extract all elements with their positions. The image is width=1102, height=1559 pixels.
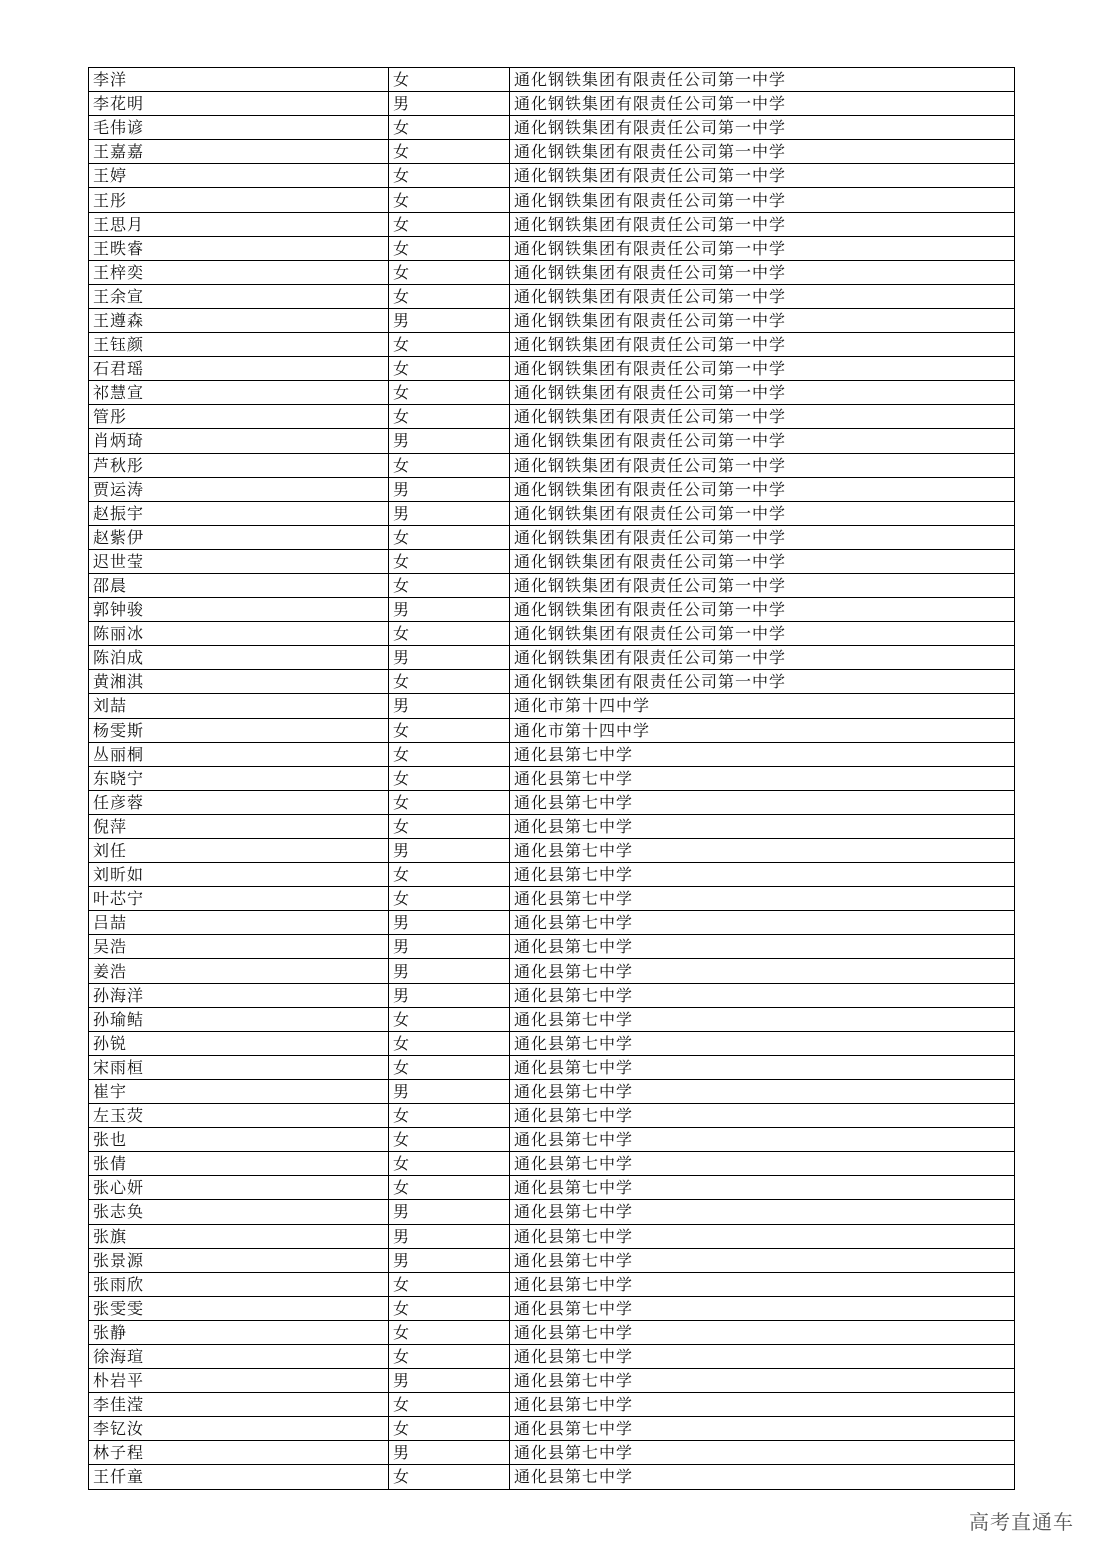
name-cell: 徐海瑄 bbox=[89, 1344, 389, 1368]
table-row bbox=[89, 1176, 1015, 1200]
name-cell: 陈丽冰 bbox=[89, 622, 389, 646]
name-cell: 王仟童 bbox=[89, 1465, 389, 1489]
name-cell: 孙海洋 bbox=[89, 983, 389, 1007]
table-row bbox=[89, 429, 1015, 453]
table-row bbox=[89, 1152, 1015, 1176]
school-cell: 通化县第七中学 bbox=[510, 1128, 1015, 1152]
school-cell: 通化钢铁集团有限责任公司第一中学 bbox=[510, 308, 1015, 332]
name-cell: 张景源 bbox=[89, 1248, 389, 1272]
school-cell: 通化县第七中学 bbox=[510, 1007, 1015, 1031]
name-cell: 邵晨 bbox=[89, 573, 389, 597]
name-cell: 宋雨桓 bbox=[89, 1055, 389, 1079]
gender-cell: 女 bbox=[389, 1417, 510, 1441]
name-cell: 李钇汝 bbox=[89, 1417, 389, 1441]
table-row bbox=[89, 308, 1015, 332]
table-row bbox=[89, 1369, 1015, 1393]
name-cell: 朴岩平 bbox=[89, 1369, 389, 1393]
name-cell: 叶芯宁 bbox=[89, 887, 389, 911]
school-cell: 通化钢铁集团有限责任公司第一中学 bbox=[510, 140, 1015, 164]
table-row bbox=[89, 68, 1015, 92]
name-cell: 李花明 bbox=[89, 92, 389, 116]
name-cell: 刘任 bbox=[89, 839, 389, 863]
gender-cell: 女 bbox=[389, 863, 510, 887]
gender-cell: 女 bbox=[389, 525, 510, 549]
gender-cell: 男 bbox=[389, 308, 510, 332]
name-cell: 张雨欣 bbox=[89, 1272, 389, 1296]
name-cell: 孙瑜鲒 bbox=[89, 1007, 389, 1031]
school-cell: 通化县第七中学 bbox=[510, 1224, 1015, 1248]
school-cell: 通化县第七中学 bbox=[510, 1055, 1015, 1079]
gender-cell: 女 bbox=[389, 1320, 510, 1344]
gender-cell: 男 bbox=[389, 429, 510, 453]
school-cell: 通化钢铁集团有限责任公司第一中学 bbox=[510, 573, 1015, 597]
table-row bbox=[89, 622, 1015, 646]
gender-cell: 女 bbox=[389, 140, 510, 164]
school-cell: 通化县第七中学 bbox=[510, 766, 1015, 790]
gender-cell: 女 bbox=[389, 236, 510, 260]
gender-cell: 女 bbox=[389, 116, 510, 140]
table-row bbox=[89, 718, 1015, 742]
name-cell: 王遵森 bbox=[89, 308, 389, 332]
gender-cell: 男 bbox=[389, 1441, 510, 1465]
name-cell: 林子程 bbox=[89, 1441, 389, 1465]
gender-cell: 女 bbox=[389, 405, 510, 429]
gender-cell: 女 bbox=[389, 1055, 510, 1079]
table-row bbox=[89, 1417, 1015, 1441]
gender-cell: 男 bbox=[389, 1369, 510, 1393]
name-cell: 迟世莹 bbox=[89, 549, 389, 573]
table-row bbox=[89, 1296, 1015, 1320]
table-row bbox=[89, 1079, 1015, 1103]
school-cell: 通化县第七中学 bbox=[510, 911, 1015, 935]
school-cell: 通化钢铁集团有限责任公司第一中学 bbox=[510, 236, 1015, 260]
gender-cell: 女 bbox=[389, 188, 510, 212]
school-cell: 通化钢铁集团有限责任公司第一中学 bbox=[510, 549, 1015, 573]
gender-cell: 女 bbox=[389, 284, 510, 308]
school-cell: 通化县第七中学 bbox=[510, 1152, 1015, 1176]
table-row bbox=[89, 1200, 1015, 1224]
name-cell: 赵紫伊 bbox=[89, 525, 389, 549]
gender-cell: 女 bbox=[389, 1296, 510, 1320]
table-row bbox=[89, 92, 1015, 116]
name-cell: 王彤 bbox=[89, 188, 389, 212]
table-row bbox=[89, 1031, 1015, 1055]
table-row bbox=[89, 140, 1015, 164]
school-cell: 通化县第七中学 bbox=[510, 1320, 1015, 1344]
table-row bbox=[89, 911, 1015, 935]
gender-cell: 女 bbox=[389, 1128, 510, 1152]
table-row bbox=[89, 1344, 1015, 1368]
table-row bbox=[89, 405, 1015, 429]
school-cell: 通化钢铁集团有限责任公司第一中学 bbox=[510, 116, 1015, 140]
school-cell: 通化钢铁集团有限责任公司第一中学 bbox=[510, 260, 1015, 284]
table-row bbox=[89, 477, 1015, 501]
school-cell: 通化钢铁集团有限责任公司第一中学 bbox=[510, 92, 1015, 116]
name-cell: 东晓宁 bbox=[89, 766, 389, 790]
name-cell: 张志奂 bbox=[89, 1200, 389, 1224]
gender-cell: 男 bbox=[389, 646, 510, 670]
school-cell: 通化钢铁集团有限责任公司第一中学 bbox=[510, 477, 1015, 501]
table-row bbox=[89, 236, 1015, 260]
watermark-text: 高考直通车 bbox=[969, 1510, 1074, 1534]
school-cell: 通化钢铁集团有限责任公司第一中学 bbox=[510, 525, 1015, 549]
school-cell: 通化县第七中学 bbox=[510, 742, 1015, 766]
table-row bbox=[89, 766, 1015, 790]
table-row bbox=[89, 1104, 1015, 1128]
name-cell: 张心妍 bbox=[89, 1176, 389, 1200]
school-cell: 通化钢铁集团有限责任公司第一中学 bbox=[510, 670, 1015, 694]
name-cell: 刘喆 bbox=[89, 694, 389, 718]
gender-cell: 女 bbox=[389, 622, 510, 646]
gender-cell: 女 bbox=[389, 68, 510, 92]
table-row bbox=[89, 1128, 1015, 1152]
school-cell: 通化县第七中学 bbox=[510, 1296, 1015, 1320]
table-row bbox=[89, 1272, 1015, 1296]
table-row bbox=[89, 863, 1015, 887]
table-row bbox=[89, 790, 1015, 814]
name-cell: 倪萍 bbox=[89, 814, 389, 838]
gender-cell: 女 bbox=[389, 1152, 510, 1176]
gender-cell: 女 bbox=[389, 1007, 510, 1031]
table-row bbox=[89, 116, 1015, 140]
school-cell: 通化县第七中学 bbox=[510, 839, 1015, 863]
school-cell: 通化钢铁集团有限责任公司第一中学 bbox=[510, 164, 1015, 188]
table-row bbox=[89, 1320, 1015, 1344]
table-row bbox=[89, 646, 1015, 670]
gender-cell: 女 bbox=[389, 790, 510, 814]
table-row bbox=[89, 670, 1015, 694]
name-cell: 左玉荧 bbox=[89, 1104, 389, 1128]
name-cell: 张静 bbox=[89, 1320, 389, 1344]
name-cell: 王思月 bbox=[89, 212, 389, 236]
school-cell: 通化县第七中学 bbox=[510, 1369, 1015, 1393]
name-cell: 孙锐 bbox=[89, 1031, 389, 1055]
gender-cell: 女 bbox=[389, 670, 510, 694]
gender-cell: 女 bbox=[389, 1031, 510, 1055]
school-cell: 通化市第十四中学 bbox=[510, 718, 1015, 742]
gender-cell: 女 bbox=[389, 573, 510, 597]
gender-cell: 女 bbox=[389, 742, 510, 766]
school-cell: 通化钢铁集团有限责任公司第一中学 bbox=[510, 429, 1015, 453]
table-row bbox=[89, 333, 1015, 357]
name-cell: 肖炳琦 bbox=[89, 429, 389, 453]
gender-cell: 男 bbox=[389, 959, 510, 983]
table-row bbox=[89, 381, 1015, 405]
name-cell: 张旗 bbox=[89, 1224, 389, 1248]
name-cell: 王昳睿 bbox=[89, 236, 389, 260]
gender-cell: 女 bbox=[389, 549, 510, 573]
gender-cell: 女 bbox=[389, 260, 510, 284]
gender-cell: 女 bbox=[389, 1393, 510, 1417]
school-cell: 通化县第七中学 bbox=[510, 1441, 1015, 1465]
name-cell: 毛伟谚 bbox=[89, 116, 389, 140]
school-cell: 通化县第七中学 bbox=[510, 1176, 1015, 1200]
gender-cell: 女 bbox=[389, 1176, 510, 1200]
table-row bbox=[89, 839, 1015, 863]
table-row bbox=[89, 453, 1015, 477]
table-row bbox=[89, 1393, 1015, 1417]
name-cell: 管彤 bbox=[89, 405, 389, 429]
gender-cell: 男 bbox=[389, 1200, 510, 1224]
gender-cell: 男 bbox=[389, 598, 510, 622]
name-cell: 张雯雯 bbox=[89, 1296, 389, 1320]
school-cell: 通化钢铁集团有限责任公司第一中学 bbox=[510, 357, 1015, 381]
roster-table bbox=[88, 67, 1015, 1490]
gender-cell: 男 bbox=[389, 1248, 510, 1272]
gender-cell: 男 bbox=[389, 92, 510, 116]
table-row bbox=[89, 983, 1015, 1007]
table-row bbox=[89, 887, 1015, 911]
gender-cell: 女 bbox=[389, 1465, 510, 1489]
school-cell: 通化县第七中学 bbox=[510, 1079, 1015, 1103]
name-cell: 张倩 bbox=[89, 1152, 389, 1176]
table-row bbox=[89, 694, 1015, 718]
name-cell: 刘昕如 bbox=[89, 863, 389, 887]
table-row bbox=[89, 188, 1015, 212]
school-cell: 通化县第七中学 bbox=[510, 1465, 1015, 1489]
name-cell: 杨雯斯 bbox=[89, 718, 389, 742]
table-row bbox=[89, 959, 1015, 983]
name-cell: 王婷 bbox=[89, 164, 389, 188]
gender-cell: 女 bbox=[389, 766, 510, 790]
name-cell: 郭钟骏 bbox=[89, 598, 389, 622]
roster-body bbox=[89, 68, 1015, 1490]
name-cell: 祁慧宣 bbox=[89, 381, 389, 405]
name-cell: 丛丽桐 bbox=[89, 742, 389, 766]
school-cell: 通化钢铁集团有限责任公司第一中学 bbox=[510, 405, 1015, 429]
table-row bbox=[89, 573, 1015, 597]
name-cell: 任彦蓉 bbox=[89, 790, 389, 814]
school-cell: 通化县第七中学 bbox=[510, 1031, 1015, 1055]
gender-cell: 女 bbox=[389, 1344, 510, 1368]
gender-cell: 女 bbox=[389, 1104, 510, 1128]
name-cell: 崔宇 bbox=[89, 1079, 389, 1103]
gender-cell: 男 bbox=[389, 1224, 510, 1248]
school-cell: 通化钢铁集团有限责任公司第一中学 bbox=[510, 68, 1015, 92]
gender-cell: 男 bbox=[389, 983, 510, 1007]
table-row bbox=[89, 935, 1015, 959]
school-cell: 通化县第七中学 bbox=[510, 1248, 1015, 1272]
name-cell: 陈泊成 bbox=[89, 646, 389, 670]
table-row bbox=[89, 1248, 1015, 1272]
school-cell: 通化县第七中学 bbox=[510, 1393, 1015, 1417]
school-cell: 通化市第十四中学 bbox=[510, 694, 1015, 718]
gender-cell: 男 bbox=[389, 1079, 510, 1103]
school-cell: 通化钢铁集团有限责任公司第一中学 bbox=[510, 501, 1015, 525]
table-row bbox=[89, 501, 1015, 525]
name-cell: 黄湘淇 bbox=[89, 670, 389, 694]
name-cell: 石君瑶 bbox=[89, 357, 389, 381]
school-cell: 通化县第七中学 bbox=[510, 1272, 1015, 1296]
school-cell: 通化县第七中学 bbox=[510, 1417, 1015, 1441]
table-row bbox=[89, 212, 1015, 236]
roster-sheet bbox=[88, 67, 1014, 1490]
school-cell: 通化钢铁集团有限责任公司第一中学 bbox=[510, 453, 1015, 477]
gender-cell: 女 bbox=[389, 887, 510, 911]
name-cell: 李佳滢 bbox=[89, 1393, 389, 1417]
gender-cell: 男 bbox=[389, 477, 510, 501]
table-row bbox=[89, 164, 1015, 188]
gender-cell: 男 bbox=[389, 935, 510, 959]
name-cell: 李洋 bbox=[89, 68, 389, 92]
gender-cell: 女 bbox=[389, 453, 510, 477]
gender-cell: 女 bbox=[389, 381, 510, 405]
school-cell: 通化县第七中学 bbox=[510, 983, 1015, 1007]
name-cell: 贾运涛 bbox=[89, 477, 389, 501]
school-cell: 通化钢铁集团有限责任公司第一中学 bbox=[510, 284, 1015, 308]
school-cell: 通化县第七中学 bbox=[510, 959, 1015, 983]
school-cell: 通化钢铁集团有限责任公司第一中学 bbox=[510, 212, 1015, 236]
table-row bbox=[89, 1224, 1015, 1248]
table-row bbox=[89, 284, 1015, 308]
table-row bbox=[89, 260, 1015, 284]
gender-cell: 女 bbox=[389, 1272, 510, 1296]
table-row bbox=[89, 357, 1015, 381]
name-cell: 王钰颜 bbox=[89, 333, 389, 357]
gender-cell: 男 bbox=[389, 839, 510, 863]
gender-cell: 女 bbox=[389, 814, 510, 838]
gender-cell: 男 bbox=[389, 911, 510, 935]
gender-cell: 男 bbox=[389, 694, 510, 718]
table-row bbox=[89, 598, 1015, 622]
school-cell: 通化县第七中学 bbox=[510, 887, 1015, 911]
school-cell: 通化钢铁集团有限责任公司第一中学 bbox=[510, 646, 1015, 670]
school-cell: 通化钢铁集团有限责任公司第一中学 bbox=[510, 381, 1015, 405]
table-row bbox=[89, 549, 1015, 573]
name-cell: 赵振宇 bbox=[89, 501, 389, 525]
table-row bbox=[89, 1465, 1015, 1489]
school-cell: 通化县第七中学 bbox=[510, 814, 1015, 838]
school-cell: 通化钢铁集团有限责任公司第一中学 bbox=[510, 333, 1015, 357]
gender-cell: 女 bbox=[389, 718, 510, 742]
school-cell: 通化县第七中学 bbox=[510, 863, 1015, 887]
gender-cell: 女 bbox=[389, 333, 510, 357]
table-row bbox=[89, 1055, 1015, 1079]
school-cell: 通化县第七中学 bbox=[510, 935, 1015, 959]
school-cell: 通化县第七中学 bbox=[510, 1200, 1015, 1224]
name-cell: 芦秋彤 bbox=[89, 453, 389, 477]
gender-cell: 女 bbox=[389, 357, 510, 381]
school-cell: 通化钢铁集团有限责任公司第一中学 bbox=[510, 188, 1015, 212]
table-row bbox=[89, 814, 1015, 838]
gender-cell: 女 bbox=[389, 212, 510, 236]
table-row bbox=[89, 525, 1015, 549]
school-cell: 通化县第七中学 bbox=[510, 1104, 1015, 1128]
name-cell: 姜浩 bbox=[89, 959, 389, 983]
name-cell: 张也 bbox=[89, 1128, 389, 1152]
name-cell: 吕喆 bbox=[89, 911, 389, 935]
table-row bbox=[89, 742, 1015, 766]
name-cell: 王嘉嘉 bbox=[89, 140, 389, 164]
gender-cell: 男 bbox=[389, 501, 510, 525]
name-cell: 王余宣 bbox=[89, 284, 389, 308]
name-cell: 吴浩 bbox=[89, 935, 389, 959]
table-row bbox=[89, 1007, 1015, 1031]
school-cell: 通化县第七中学 bbox=[510, 790, 1015, 814]
table-row bbox=[89, 1441, 1015, 1465]
school-cell: 通化钢铁集团有限责任公司第一中学 bbox=[510, 622, 1015, 646]
school-cell: 通化县第七中学 bbox=[510, 1344, 1015, 1368]
name-cell: 王梓奕 bbox=[89, 260, 389, 284]
gender-cell: 女 bbox=[389, 164, 510, 188]
school-cell: 通化钢铁集团有限责任公司第一中学 bbox=[510, 598, 1015, 622]
